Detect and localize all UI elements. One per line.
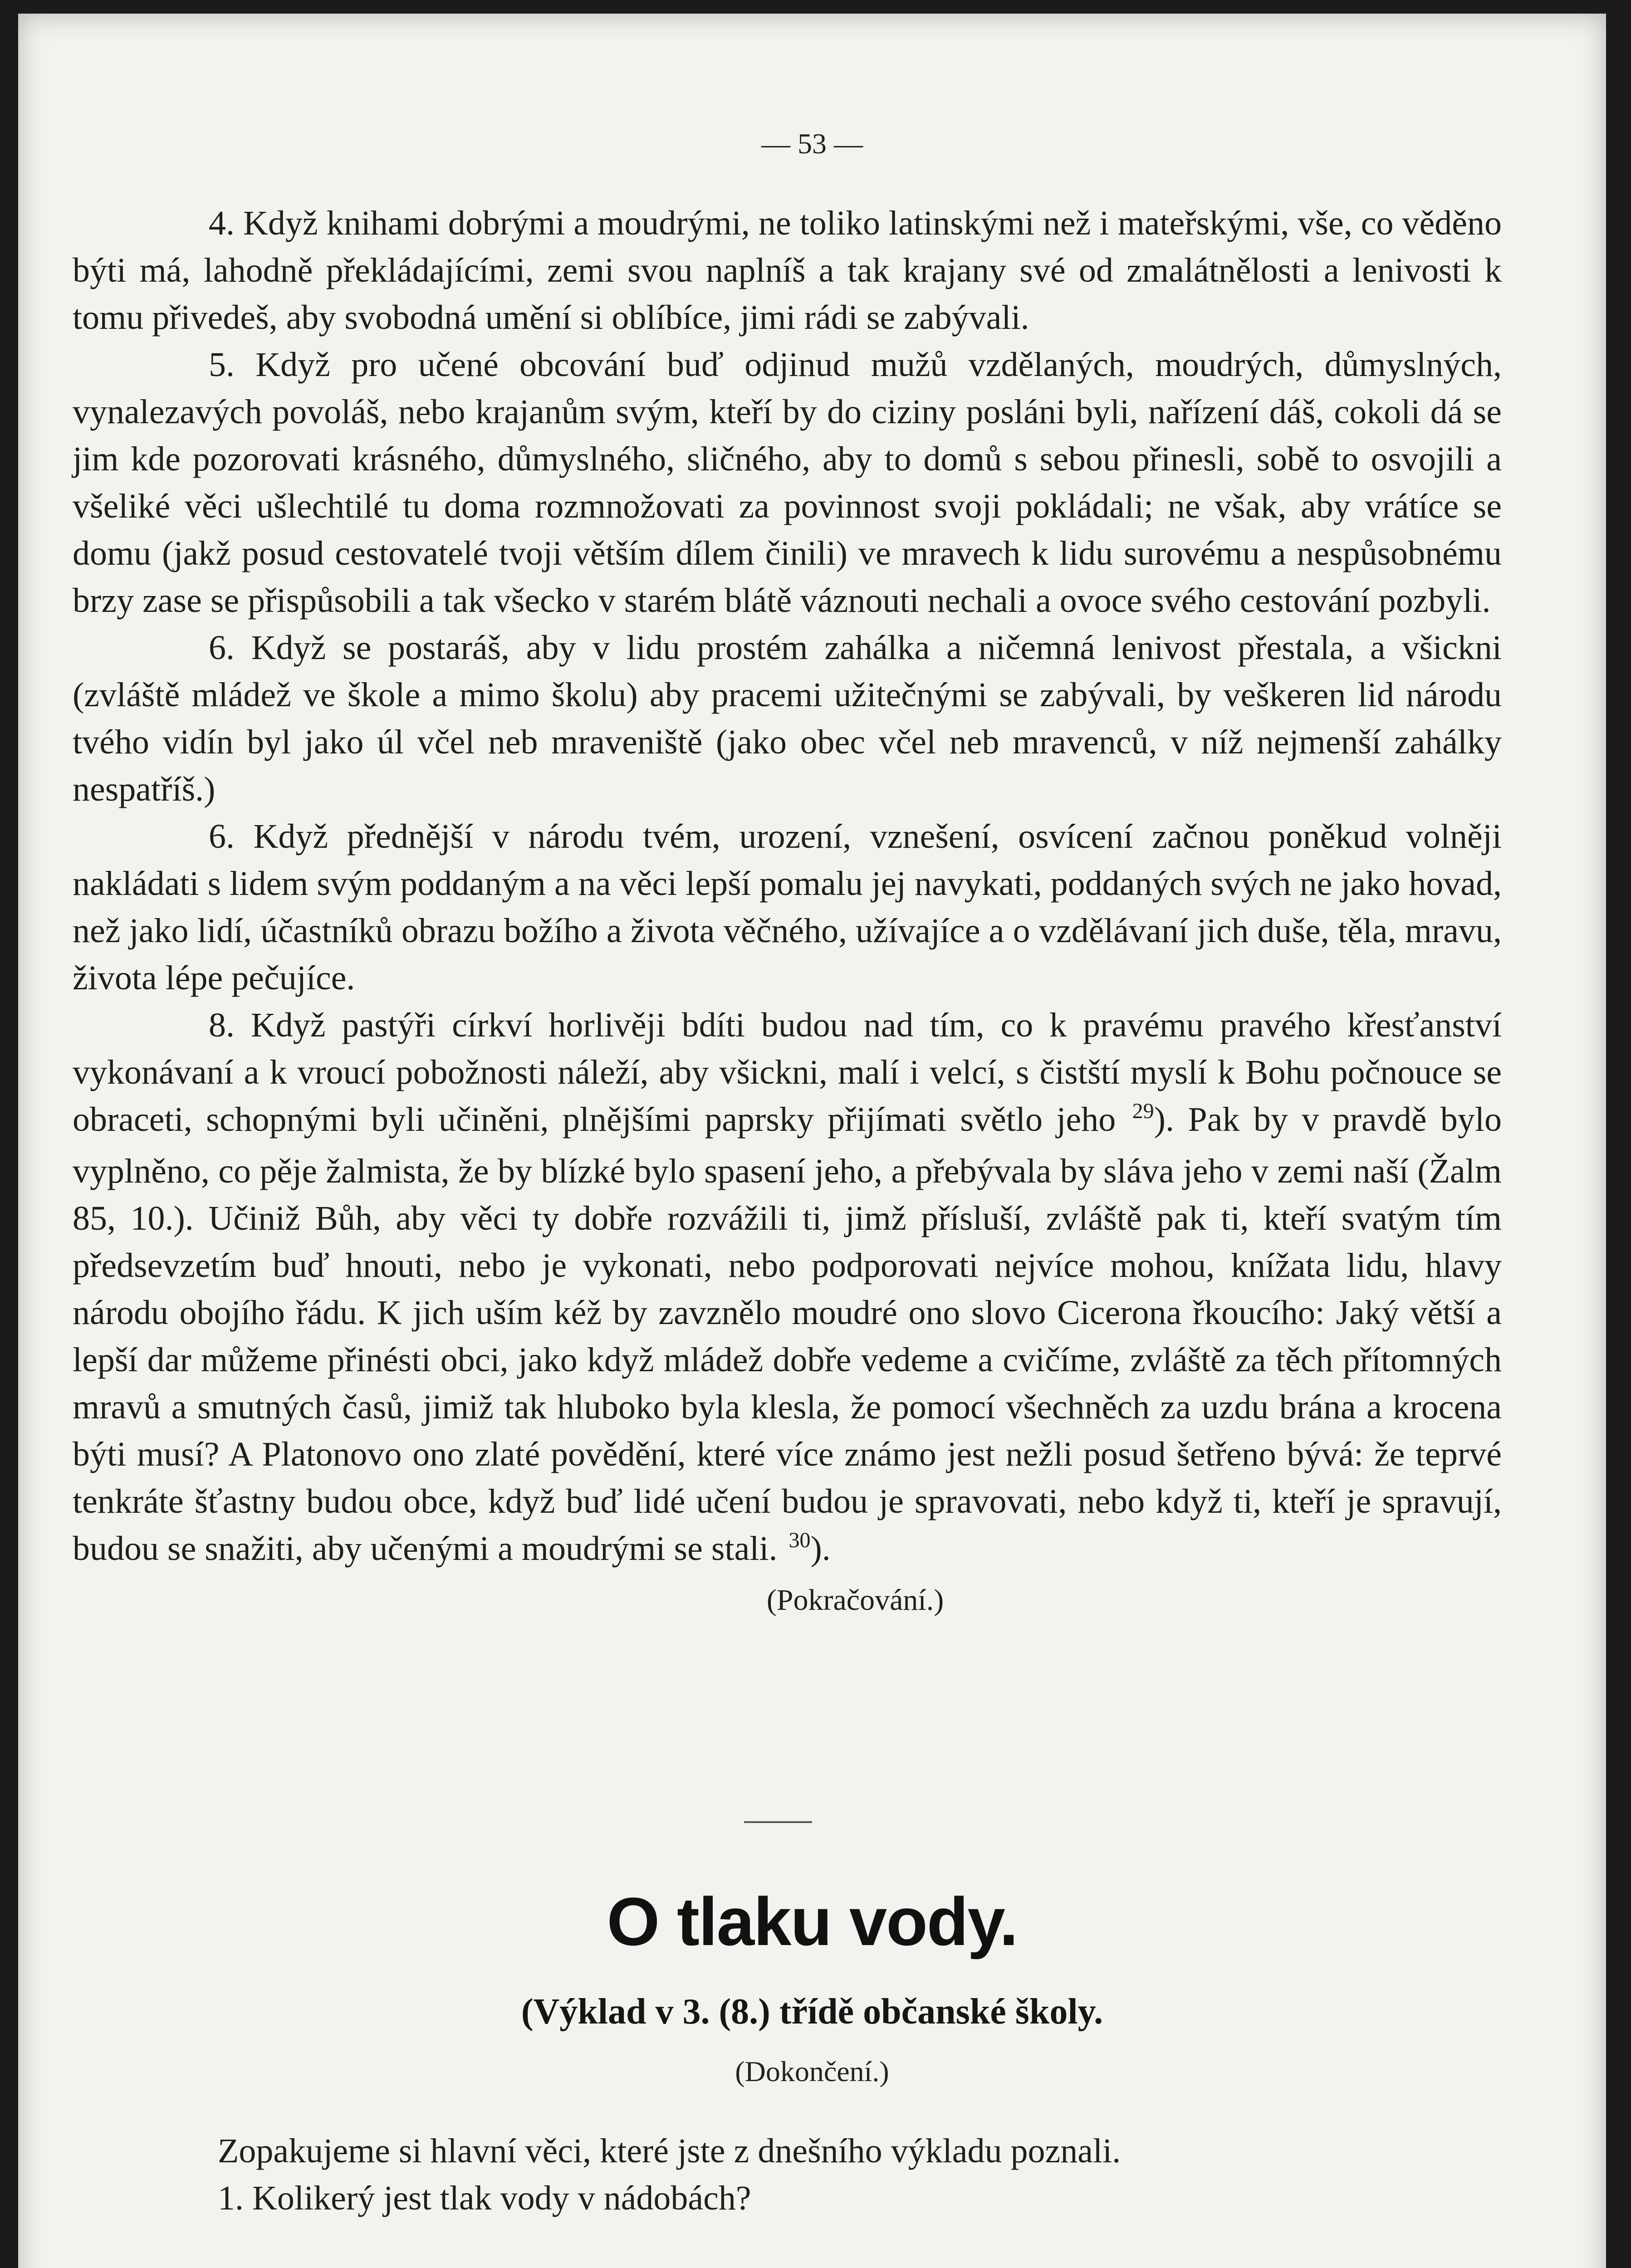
body-text — [73, 200, 1502, 1624]
paragraph-4: 4. Když knihami dobrými a moudrými, ne toliko latinskými než i mateřskými, vše, co věděno býti má, lahodně překládajícími, zemi svou naplníš a tak krajany své od zmalátnělosti a lenivosti k tomu přivedeš, aby svobodná umění si oblíbíce, jimi rádi se zabývali. — [73, 204, 1502, 337]
paragraph-8-part-b: ). Pak by v pravdě bylo vyplněno, co pěje žalmista, že by blízké bylo spasení jeho, a přebývala by sláva jeho v zemi naší (Žalm 85, 10.). Učiniž Bůh, aby věci ty dobře rozvážili ti, jimž přísluší, zvláště pak ti, kteří svatým tím předsevzetím buď hnouti, nebo je vykonati, nebo podporovati nejvíce mohou, knížata lidu, hlavy národu obojího řádu. K jich uším kéž by zavznělo moudré ono slovo Cicerona řkoucího: Jaký větší a lepší dar můžeme přinésti obci, jako když mládež dobře vedeme a cvičíme, zvláště za těch přítomných mravů a smutných časů, jimiž tak hluboko byla klesla, že pomocí všechněch za uzdu brána a krocena býti musí? A Platonovo ono zlaté povědění, které více známo jest nežli posud šetřeno bývá: že teprvé tenkráte šťastny budou obce, když buď lidé učení budou je spravovati, nebo když ti, kteří je spravují, budou se snažiti, aby učenými a moudrými se stali. — [73, 1100, 1502, 1568]
intro-line-2: 1. Kolikerý jest tlak vody v nádobách? — [218, 2179, 751, 2217]
paragraph-8-part-c: ). — [810, 1530, 831, 1568]
article-status: (Dokončení.) — [735, 2055, 889, 2087]
paragraph-5: 5. Když pro učené obcování buď odjinud mužů vzdělaných, moudrých, důmyslných, vynalezavých povoláš, nebo krajanům svým, kteří by do ciziny posláni byli, nařízení dáš, cokoli dá se jim kde pozorovati krásného, důmyslného, sličného, aby to domů s sebou přinesli, sobě to osvojili a všeliké věci ušlechtilé tu doma rozmnožovati za povinnost svoji pokládali; ne však, aby vrátíce se domu (jakž posud cestovatelé tvoji větším dílem činili) ve mravech k lidu surovému a nespůsobnému brzy zase se přispůsobili a tak všecko v starém blátě váznouti nechali a ovoce svého cestování pozbyli. — [73, 346, 1502, 620]
page-number: — 53 — — [761, 127, 863, 160]
footnote-ref-30: 30 — [789, 1528, 811, 1552]
paragraph-6b: 6. Když přednější v národu tvém, urození, vznešení, osvícení začnou poněkud volněji nakládati s lidem svým poddaným a na věci lepší pomalu jej navykati, poddaných svých ne jako hovad, než jako lidí, účastníků obrazu božího a života věčného, užívajíce a o vzdělávaní jich duše, těla, mravu, života lépe pečujíce. — [73, 817, 1502, 997]
article-title: O tlaku vody. — [607, 1883, 1018, 1960]
article-subtitle: (Výklad v 3. (8.) třídě občanské školy. — [521, 1992, 1103, 2032]
intro-line-1: Zopakujeme si hlavní věci, které jste z dnešního výkladu poznali. — [218, 2132, 1121, 2170]
article-intro — [218, 2127, 1488, 2222]
continued-note: (Pokračování.) — [766, 1584, 944, 1617]
paragraph-8 — [73, 1002, 1502, 1577]
section-divider — [744, 1821, 812, 1823]
paragraph-6a: 6. Když se postaráš, aby v lidu prostém zahálka a ničemná lenivost přestala, a všickni (zvláště mládež ve škole a mimo školu) aby pracemi užitečnými se zabývali, by veškeren lid národu tvého vidín byl jako úl včel neb mraveniště (jako obec včel neb mravenců, v níž nejmenší zahálky nespatříš.) — [73, 629, 1502, 808]
page — [18, 14, 1606, 2268]
footnote-ref-29: 29 — [1132, 1099, 1154, 1123]
paragraph-8-part-a: 8. Když pastýři církví horlivěji bdíti budou nad tím, co k pravému pravého křesťanství vykonávaní a k vroucí pobožnosti náleží, aby všickni, malí i velcí, s čistští myslí k Bohu počnouce se obraceti, schopnými byli učiněni, plnějšími paprsky přijímati světlo jeho — [73, 1006, 1502, 1139]
